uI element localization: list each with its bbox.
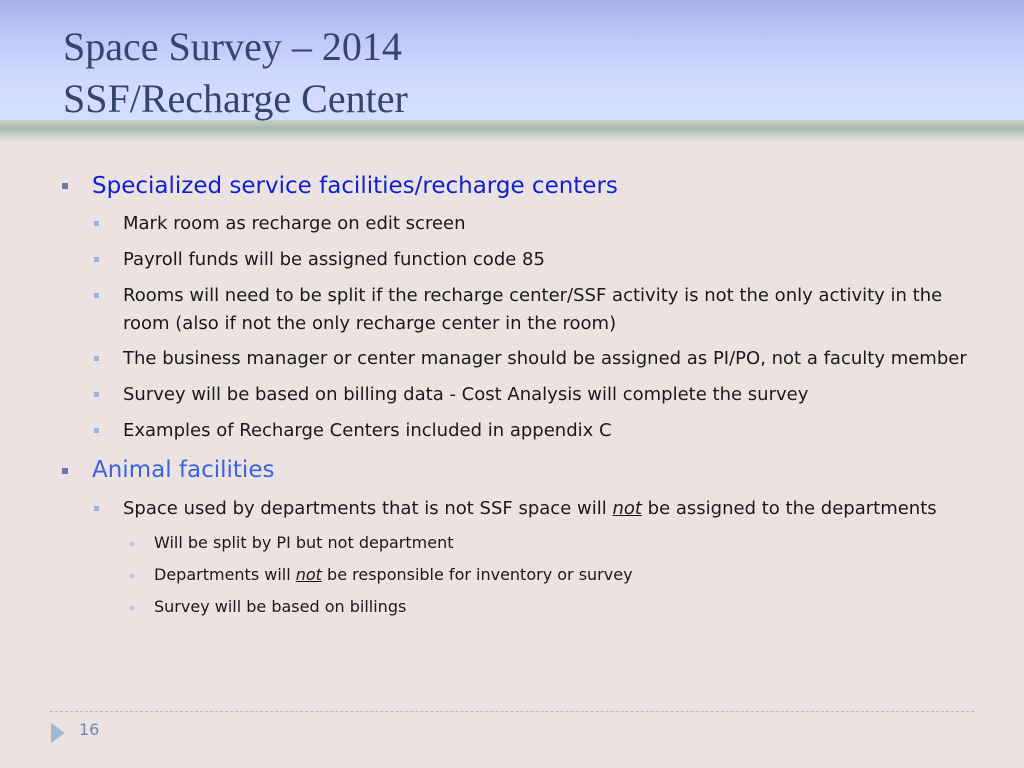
square-bullet-icon (130, 574, 134, 578)
slide-title-line-1: Space Survey – 2014 (63, 24, 402, 69)
list-item-text-line-2: room (also if not the only recharge center in the room) (123, 313, 617, 334)
sub-list-item-text: Will be split by PI but not department (154, 533, 454, 552)
list-item-text-line-1: Rooms will need to be split if the recharge center/SSF activity is not the only activity in the (123, 285, 943, 306)
bullet-heading: Animal facilities (92, 457, 275, 483)
square-bullet-icon (130, 542, 134, 546)
square-bullet-icon (94, 257, 99, 262)
square-bullet-icon (94, 356, 99, 361)
list-item-text: Payroll funds will be assigned function code 85 (123, 249, 545, 270)
square-bullet-icon (62, 183, 68, 189)
square-bullet-icon (94, 506, 99, 511)
square-bullet-icon (94, 392, 99, 397)
sub-list-item-text (154, 564, 633, 586)
play-arrow-icon (51, 723, 65, 743)
text-before-emphasis: Space used by departments that is not SSF space will (123, 498, 613, 519)
list-item-text: The business manager or center manager should be assigned as PI/PO, not a faculty member (123, 348, 967, 369)
square-bullet-icon (94, 293, 99, 298)
list-item-text (123, 495, 937, 523)
bullet-heading: Specialized service facilities/recharge centers (92, 173, 618, 199)
square-bullet-icon (62, 468, 68, 474)
footer-divider (50, 711, 974, 712)
list-item-text: Examples of Recharge Centers included in appendix C (123, 420, 612, 441)
emphasis-not: not (612, 498, 642, 519)
text-after-emphasis: be responsible for inventory or survey (321, 565, 633, 584)
square-bullet-icon (130, 606, 134, 610)
list-item-text: Mark room as recharge on edit screen (123, 213, 466, 234)
emphasis-not: not (295, 565, 322, 584)
sub-list-item-text: Survey will be based on billings (154, 597, 407, 616)
slide-title-line-2: SSF/Recharge Center (63, 76, 408, 121)
text-before-emphasis: Departments will (154, 565, 296, 584)
square-bullet-icon (94, 221, 99, 226)
page-number: 16 (79, 720, 100, 739)
square-bullet-icon (94, 428, 99, 433)
list-item-text: Survey will be based on billing data - Cost Analysis will complete the survey (123, 384, 809, 405)
text-after-emphasis: be assigned to the departments (641, 498, 937, 519)
